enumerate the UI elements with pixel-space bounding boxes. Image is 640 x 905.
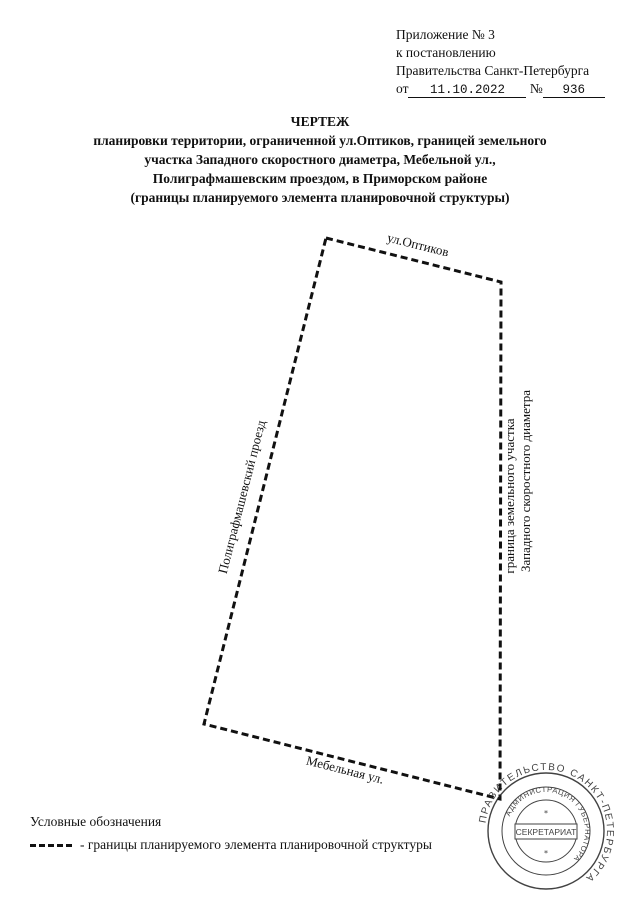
seal-outer-text: ПРАВИТЕЛЬСТВО САНКТ-ПЕТЕРБУРГА [477, 761, 616, 885]
legend-title: Условные обозначения [30, 814, 162, 829]
street-label-poligrafmashevsky: Полиграфмашевский проезд [214, 418, 269, 576]
government-name: Правительства Санкт-Петербурга [396, 63, 590, 78]
title-heading: ЧЕРТЕЖ [290, 114, 350, 129]
seal-center-text: СЕКРЕТАРИАТ [515, 827, 577, 837]
planning-boundary [204, 238, 501, 799]
boundary-label-line-1: граница земельного участка [502, 418, 517, 574]
dashed-line-symbol [30, 844, 72, 847]
boundary-label-line-2: Западного скоростного диаметра [518, 389, 533, 573]
legend-item-text: - границы планируемого элемента планировочной структуры [80, 837, 432, 852]
seal-star-top-glyph: * [544, 809, 548, 818]
title-line-3: участка Западного скоростного диаметра, Мебельной ул., [144, 152, 496, 167]
resolution-date: 11.10.2022 [408, 83, 526, 98]
title-line-4: Полиграфмашевским проездом, в Приморском районе [152, 171, 488, 186]
official-seal-stamp [477, 762, 615, 889]
svg-text:ПРАВИТЕЛЬСТВО САНКТ-ПЕТЕРБУРГА [477, 762, 615, 884]
resolution-number: 936 [543, 83, 605, 98]
resolution-reference: к постановлению [396, 45, 496, 60]
number-prefix: № [529, 81, 543, 96]
appendix-number: Приложение № 3 [396, 27, 495, 42]
title-line-2: планировки территории, ограниченной ул.Оптиков, границей земельного [93, 133, 547, 148]
street-label-optikov: ул.Оптиков [385, 229, 451, 260]
street-label-mebelnaya: Мебельная ул. [304, 752, 386, 787]
title-line-5: (границы планируемого элемента планировочной структуры) [130, 190, 510, 205]
date-prefix: от [396, 81, 409, 96]
seal-star-bottom-glyph: * [544, 849, 548, 858]
legend-item [30, 837, 432, 853]
seal-inner-text: АДМИНИСТРАЦИЯ ГУБЕРНАТОРА [503, 784, 593, 864]
